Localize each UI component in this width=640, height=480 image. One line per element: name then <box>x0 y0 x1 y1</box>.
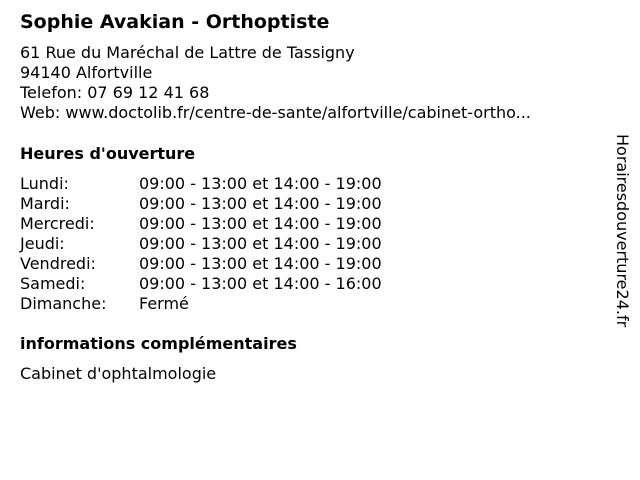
day-label: Vendredi: <box>20 254 96 273</box>
day-label: Jeudi: <box>20 234 65 253</box>
time-range: Fermé <box>139 294 189 313</box>
phone-number: Telefon: 07 69 12 41 68 <box>20 83 210 102</box>
time-range: 09:00 - 13:00 et 14:00 - 19:00 <box>139 194 382 213</box>
day-label: Dimanche: <box>20 294 107 313</box>
time-range: 09:00 - 13:00 et 14:00 - 19:00 <box>139 214 382 233</box>
time-range: 09:00 - 13:00 et 14:00 - 19:00 <box>139 174 382 193</box>
website-link: Web: www.doctolib.fr/centre-de-sante/alfortville/cabinet-ortho... <box>20 103 531 122</box>
day-label: Samedi: <box>20 274 86 293</box>
page-title: Sophie Avakian - Orthoptiste <box>20 11 330 33</box>
day-label: Lundi: <box>20 174 69 193</box>
site-watermark <box>612 134 632 374</box>
time-range: 09:00 - 13:00 et 14:00 - 19:00 <box>139 234 382 253</box>
time-range: 09:00 - 13:00 et 14:00 - 19:00 <box>139 254 382 273</box>
additional-info-text: Cabinet d'ophtalmologie <box>20 364 217 383</box>
day-label: Mercredi: <box>20 214 95 233</box>
contact-block <box>20 43 531 123</box>
additional-info-heading: informations complémentaires <box>20 334 297 353</box>
city-postal-code: 94140 Alfortville <box>20 63 153 82</box>
watermark-text: Horairesdouverture24.fr <box>613 134 632 328</box>
time-range: 09:00 - 13:00 et 14:00 - 16:00 <box>139 274 382 293</box>
street-address: 61 Rue du Maréchal de Lattre de Tassigny <box>20 43 355 62</box>
day-label: Mardi: <box>20 194 70 213</box>
opening-hours-heading: Heures d'ouverture <box>20 144 196 163</box>
